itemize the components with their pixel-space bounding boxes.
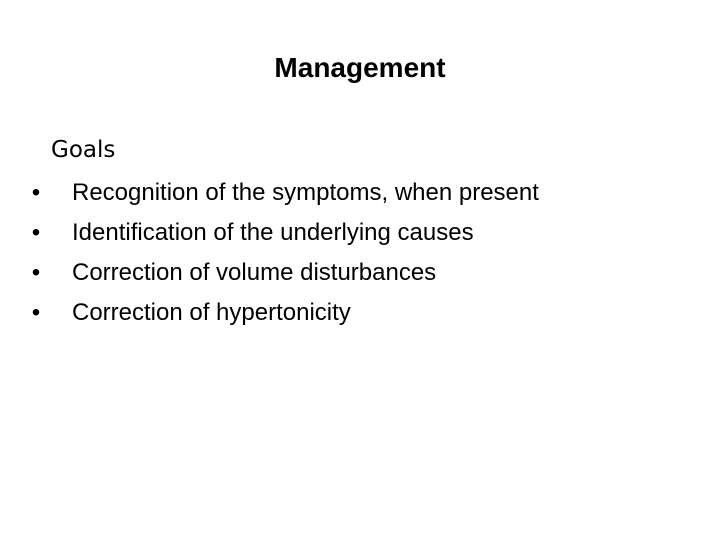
bullet-icon: • [31,179,41,206]
slide-title: Management [274,52,446,83]
bullet-text: Recognition of the symptoms, when present [72,179,539,206]
bullet-text: Correction of volume disturbances [72,259,437,286]
bullet-icon: • [31,259,41,286]
bullet-icon: • [31,219,41,246]
bullet-icon: • [31,299,41,326]
bullet-text: Correction of hypertonicity [72,299,351,326]
section-heading: Goals [51,137,116,163]
bullet-text: Identification of the underlying causes [72,219,474,246]
